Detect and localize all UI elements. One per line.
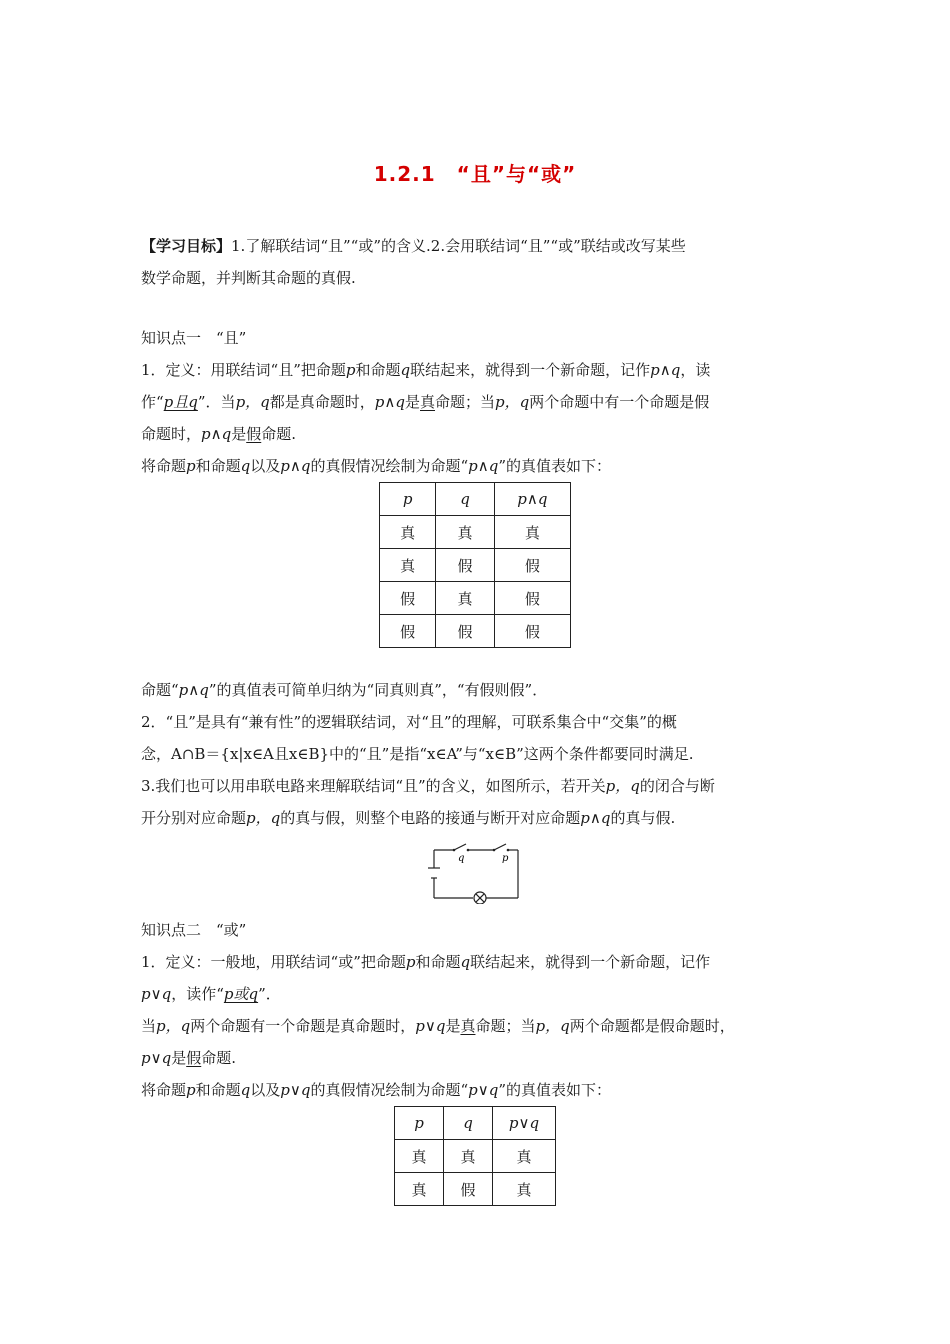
text: 的真与假. <box>610 809 676 827</box>
s1-summary <box>141 680 547 700</box>
table-cell: 假 <box>436 549 494 582</box>
text: 和命题 <box>355 361 401 379</box>
underlined-answer: 真 <box>460 1017 476 1035</box>
table-header-row <box>380 483 571 516</box>
underlined-answer: p且q <box>163 393 198 411</box>
symbol-p-q: p，q <box>495 393 530 411</box>
switch-p-label: p <box>502 853 509 864</box>
table-cell: 假 <box>494 549 570 582</box>
s1-def-line-2 <box>141 392 709 412</box>
truth-table-and <box>379 482 571 648</box>
table-cell: 真 <box>395 1173 444 1206</box>
symbol-p-q: p，q <box>535 1017 570 1035</box>
s1-def-line-1 <box>141 360 710 380</box>
text: 1．定义：一般地，用联结词“或”把命题 <box>141 953 406 971</box>
symbol-p: p <box>345 361 356 379</box>
text: 两个命题中有一个命题是假 <box>529 393 710 411</box>
text: 都是真命题时， <box>269 393 375 411</box>
text: 两个命题都是假命题时， <box>569 1017 735 1035</box>
table-row <box>380 582 571 615</box>
text: 将命题 <box>141 457 187 475</box>
symbol-p-or-q: p∨q <box>141 985 172 1003</box>
s2-def-line-2 <box>141 984 281 1004</box>
text: ”的真值表可简单归纳为“同真则真”，“有假则假”． <box>208 681 548 699</box>
table-cell: 真 <box>436 582 494 615</box>
table-header-cell: p <box>395 1107 444 1140</box>
page-title: 1.2.1 “且”与“或” <box>373 162 577 186</box>
text: 是 <box>404 393 420 411</box>
symbol-p-q: p，q <box>235 393 270 411</box>
symbol-q: q <box>400 361 411 379</box>
table-cell: 真 <box>494 516 570 549</box>
s1-def-line-3 <box>141 424 296 444</box>
text: 联结起来，就得到一个新命题，记作 <box>410 361 651 379</box>
text: 开分别对应命题 <box>141 809 247 827</box>
text: 和命题 <box>195 1081 241 1099</box>
objectives-line-1 <box>141 236 686 256</box>
switch-p-icon <box>494 844 506 850</box>
s2-line-3 <box>141 1016 735 1036</box>
text: 的闭合与断 <box>639 777 715 795</box>
text: 以及 <box>250 457 281 475</box>
symbol-p: p <box>186 457 196 475</box>
symbol-p-or-q: p∨q <box>280 1081 311 1099</box>
text: 和命题 <box>195 457 241 475</box>
table-cell: 假 <box>380 582 436 615</box>
symbol-p-and-q: p∧q <box>580 809 611 827</box>
table-header-cell: p∨q <box>493 1107 556 1140</box>
symbol-p: p <box>405 953 416 971</box>
text: ”的真值表如下： <box>498 457 611 475</box>
symbol-p-and-q: p∧q <box>280 457 311 475</box>
underlined-answer: 假 <box>246 425 262 443</box>
table-row <box>395 1173 556 1206</box>
table-cell: 假 <box>494 582 570 615</box>
text: 命题. <box>201 1049 236 1067</box>
underlined-answer: p或q <box>223 985 259 1003</box>
symbol-p-and-q: p∧q <box>201 425 232 443</box>
s1-table-intro <box>141 456 611 476</box>
series-circuit-diagram <box>424 842 524 904</box>
s2-def-line-1 <box>141 952 710 972</box>
text: 命题时， <box>141 425 202 443</box>
symbol-p-and-q: p∧q <box>650 361 681 379</box>
table-cell: 假 <box>380 615 436 648</box>
objectives-line-2: 数学命题，并判断其命题的真假. <box>141 269 356 287</box>
text: 是 <box>445 1017 461 1035</box>
text: 联结起来，就得到一个新命题，记作 <box>470 953 711 971</box>
text: ”．当 <box>197 393 236 411</box>
table-cell: 真 <box>380 549 436 582</box>
table-cell: 假 <box>436 615 494 648</box>
symbol-p-q: p，q <box>246 809 281 827</box>
symbol-p-q: p，q <box>156 1017 191 1035</box>
s2-line-4 <box>141 1048 236 1068</box>
switch-q-label: q <box>458 853 465 864</box>
text: 当 <box>141 1017 157 1035</box>
table-header-row <box>395 1107 556 1140</box>
objectives-label: 【学习目标】 <box>141 237 232 255</box>
table-row <box>380 549 571 582</box>
table-row <box>395 1140 556 1173</box>
symbol-p-and-q: p∧q <box>374 393 405 411</box>
symbol-p-or-q: p∨q <box>468 1081 499 1099</box>
section2-heading: 知识点二 “或” <box>141 921 247 939</box>
text: 的真假情况绘制为命题“ <box>310 457 469 475</box>
symbol-q: q <box>240 1081 251 1099</box>
text: 作“ <box>141 393 164 411</box>
table-header-cell: p <box>380 483 436 516</box>
table-cell: 假 <box>494 615 570 648</box>
table-cell: 真 <box>444 1140 493 1173</box>
symbol-q: q <box>460 953 471 971</box>
s1-para2-line-1: 2．“且”是具有“兼有性”的逻辑联结词，对“且”的理解，可联系集合中“交集”的概 <box>141 713 677 731</box>
table-cell: 真 <box>493 1140 556 1173</box>
table-header-cell: q <box>444 1107 493 1140</box>
text: ，读作“ <box>171 985 224 1003</box>
table-cell: 假 <box>444 1173 493 1206</box>
underlined-answer: 假 <box>186 1049 202 1067</box>
symbol-p: p <box>186 1081 196 1099</box>
s1-para2-line-2: 念，A∩B＝{x|x∈A且x∈B}中的“且”是指“x∈A”与“x∈B”这两个条件都要同时满足. <box>141 745 694 763</box>
text: 将命题 <box>141 1081 187 1099</box>
text: ，读 <box>680 361 711 379</box>
symbol-p-or-q: p∨q <box>141 1049 172 1067</box>
table-row <box>380 516 571 549</box>
text: 两个命题有一个命题是真命题时， <box>190 1017 416 1035</box>
text: ”的真值表如下： <box>498 1081 611 1099</box>
text: 1．定义：用联结词“且”把命题 <box>141 361 346 379</box>
symbol-p-or-q: p∨q <box>415 1017 446 1035</box>
symbol-p-and-q: p∧q <box>468 457 499 475</box>
text: 是 <box>231 425 247 443</box>
text: 以及 <box>250 1081 281 1099</box>
text: 命题“ <box>141 681 179 699</box>
s1-para3-line-2 <box>141 808 675 828</box>
table-cell: 真 <box>436 516 494 549</box>
table-header-cell: p∧q <box>494 483 570 516</box>
s2-table-intro <box>141 1080 611 1100</box>
text: 的真假情况绘制为命题“ <box>310 1081 469 1099</box>
text: 是 <box>171 1049 187 1067</box>
text: 命题；当 <box>475 1017 536 1035</box>
table-row <box>380 615 571 648</box>
truth-table-or <box>394 1106 556 1206</box>
symbol-q: q <box>240 457 251 475</box>
text: 的真与假，则整个电路的接通与断开对应命题 <box>280 809 581 827</box>
text: 命题；当 <box>435 393 496 411</box>
text: ”． <box>258 985 281 1003</box>
objectives-text-1: 1.了解联结词“且”“或”的含义.2.会用联结词“且”“或”联结或改写某些 <box>231 237 686 255</box>
table-cell: 真 <box>395 1140 444 1173</box>
symbol-p-q: p，q <box>605 777 640 795</box>
switch-q-icon <box>454 844 466 850</box>
text: 和命题 <box>415 953 461 971</box>
table-cell: 真 <box>493 1173 556 1206</box>
table-cell: 真 <box>380 516 436 549</box>
text: 3.我们也可以用串联电路来理解联结词“且”的含义，如图所示，若开关 <box>141 777 606 795</box>
s1-para3-line-1 <box>141 776 715 796</box>
section1-heading: 知识点一 “且” <box>141 329 247 347</box>
underlined-answer: 真 <box>420 393 436 411</box>
table-header-cell: q <box>436 483 494 516</box>
text: 命题. <box>261 425 297 443</box>
symbol-p-and-q: p∧q <box>178 681 209 699</box>
